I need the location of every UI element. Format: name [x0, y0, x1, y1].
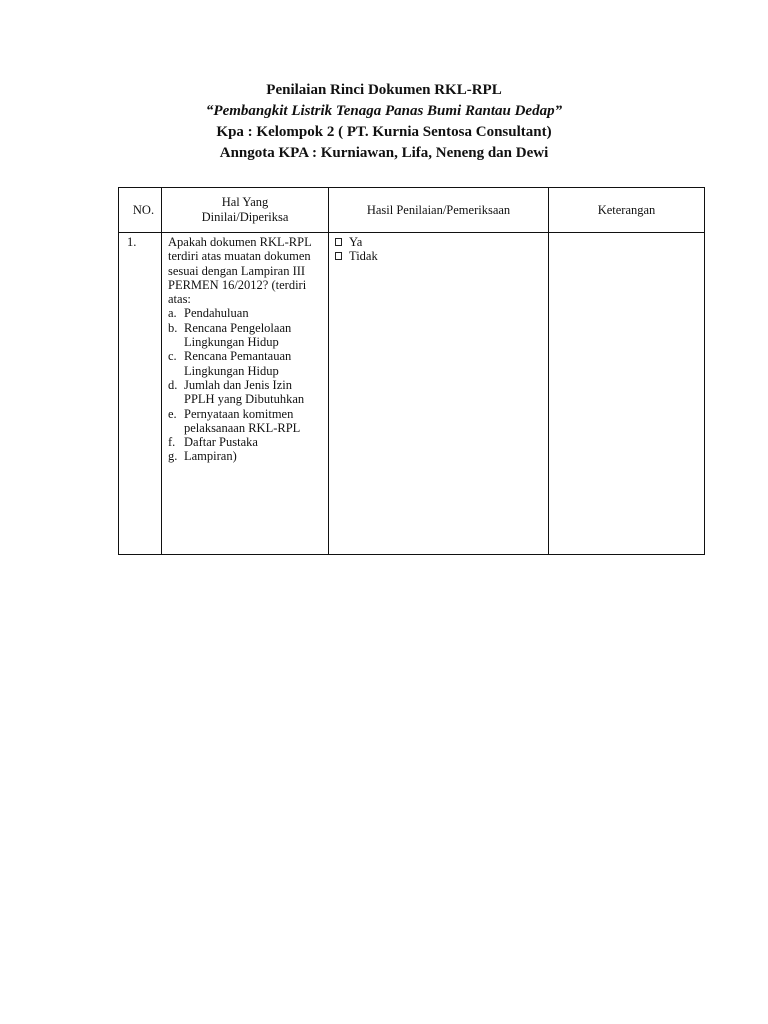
header-hal — [162, 188, 329, 233]
list-item: e. Pernyataan komitmen pelaksanaan RKL-RPL — [168, 406, 301, 435]
row-hasil-cell — [329, 233, 549, 555]
table-row — [119, 233, 705, 555]
table-header-row — [119, 188, 705, 233]
row-number: 1. — [119, 233, 162, 555]
list-item: c. Rencana Pemantauan Lingkungan Hidup — [168, 349, 292, 378]
list-item: f. Daftar Pustaka — [168, 435, 258, 450]
checkbox-icon[interactable] — [335, 252, 342, 260]
checkbox-icon[interactable] — [335, 238, 342, 246]
document-title: Penilaian Rinci Dokumen RKL-RPL — [266, 82, 502, 98]
assessment-table — [118, 187, 705, 555]
list-item: b. Rencana Pengelolaan Lingkungan Hidup — [168, 320, 292, 350]
header-hasil: Hasil Penilaian/Pemeriksaan — [329, 188, 549, 233]
list-item: a. Pendahuluan — [168, 306, 249, 321]
row-question-cell — [162, 233, 329, 555]
option-ya[interactable] — [335, 235, 542, 249]
option-tidak-label: Tidak — [349, 249, 378, 264]
header-keterangan: Keterangan — [549, 188, 705, 233]
option-tidak[interactable] — [335, 249, 542, 263]
kpa-group: Kpa : Kelompok 2 ( PT. Kurnia Sentosa Consultant) — [216, 124, 552, 140]
content-list — [168, 306, 322, 463]
kpa-members: Anngota KPA : Kurniawan, Lifa, Neneng dan Dewi — [219, 145, 549, 161]
header-hal-line1: Hal Yang — [221, 195, 269, 209]
row-question: Apakah dokumen RKL-RPL terdiri atas muatan dokumen sesuai dengan Lampiran III PERMEN 16/2012? (terdiri atas: — [168, 235, 312, 307]
option-ya-label: Ya — [349, 235, 363, 249]
header-hal-line2: Dinilai/Diperiksa — [201, 210, 289, 224]
row-keterangan[interactable] — [549, 233, 705, 555]
header-no: NO. — [119, 188, 162, 233]
document-header — [0, 80, 768, 164]
project-subtitle: “Pembangkit Listrik Tenaga Panas Bumi Rantau Dedap” — [205, 103, 563, 119]
list-item: g. Lampiran) — [168, 449, 237, 464]
list-item: d. Jumlah dan Jenis Izin PPLH yang Dibutuhkan — [168, 377, 305, 407]
